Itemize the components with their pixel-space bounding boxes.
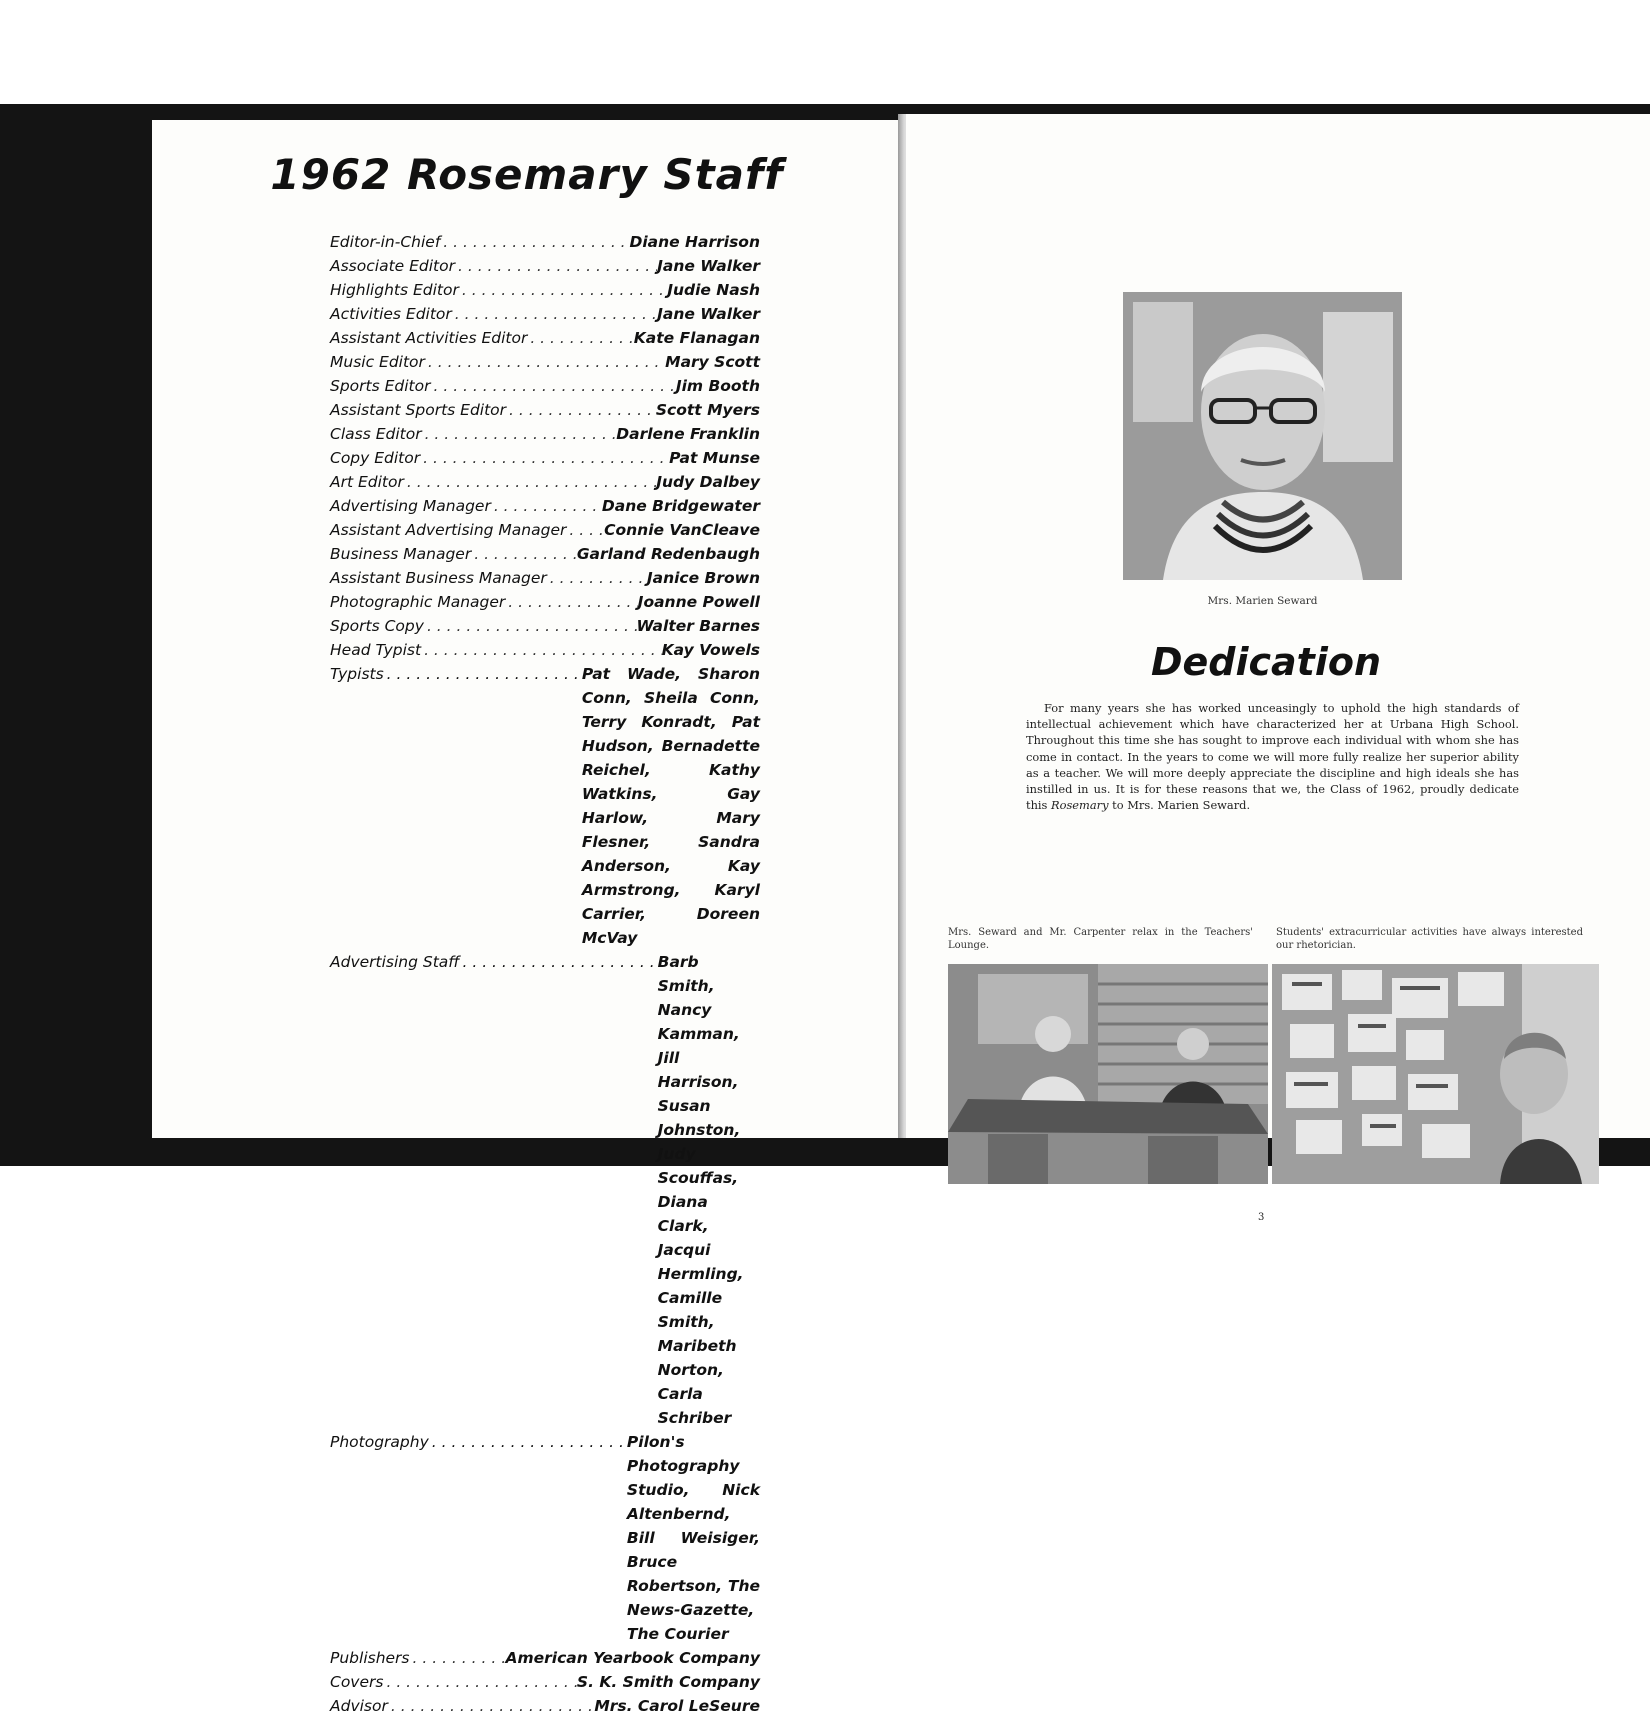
staff-row (330, 230, 760, 254)
staff-group-role-cell (330, 662, 582, 686)
staff-row (330, 638, 760, 662)
leader-dots (459, 278, 667, 302)
staff-name: Joanne Powell (637, 593, 760, 611)
staff-role: Class Editor (330, 425, 422, 443)
leader-dots (404, 470, 656, 494)
staff-role: Assistant Advertising Manager (330, 521, 567, 539)
tail-rows (330, 1646, 760, 1718)
staff-role: Highlights Editor (330, 281, 459, 299)
staff-role: Business Manager (330, 545, 472, 563)
leader-dots (384, 662, 582, 686)
leader-dots (388, 1694, 594, 1718)
activities-caption: Students' extracurricular activities have always interested our rhetorician. (1276, 927, 1583, 951)
staff-group-row (330, 950, 760, 1430)
leader-dots (421, 638, 662, 662)
leader-dots (440, 230, 629, 254)
staff-role: Photographic Manager (330, 593, 506, 611)
staff-row (330, 542, 760, 566)
staff-group-names: Pat Wade, Sharon Conn, Sheila Conn, Terry Konradt, Pat Hudson, Bernadette Reichel, Kathy Watkins, Gay Harlow, Mary Flesner, Sandra Anderson, Kay Armstrong, Karyl Carrier, Doreen McVay (581, 665, 760, 947)
staff-name: Scott Myers (655, 401, 760, 419)
staff-name: American Yearbook Company (505, 1649, 760, 1667)
staff-role: Advisor (330, 1697, 388, 1715)
leader-dots (566, 518, 604, 542)
staff-name: Dane Bridgewater (601, 497, 760, 515)
group-rows (330, 662, 760, 1646)
staff-row (330, 614, 760, 638)
activities-photo (1272, 964, 1599, 1184)
staff-row (330, 590, 760, 614)
staff-row (330, 350, 760, 374)
staff-name: Judie Nash (667, 281, 760, 299)
staff-name: Jim Booth (675, 377, 760, 395)
dedication-text-italic: Rosemary (1051, 798, 1109, 813)
staff-name: Walter Barnes (636, 617, 760, 635)
leader-dots (459, 950, 657, 974)
staff-group-role: Typists (330, 665, 384, 683)
staff-role: Sports Copy (330, 617, 424, 635)
teachers-lounge-photo (948, 964, 1268, 1184)
leader-dots (491, 494, 602, 518)
staff-row (330, 1670, 760, 1694)
staff-name: Garland Redenbaugh (576, 545, 760, 563)
staff-list (330, 230, 760, 1718)
staff-name: Jane Walker (657, 305, 760, 323)
staff-row (330, 1646, 760, 1670)
staff-role: Assistant Activities Editor (330, 329, 528, 347)
staff-rows (330, 230, 760, 662)
leader-dots (506, 398, 656, 422)
dedication-text-start: For many years she has worked unceasingly to uphold the high standards of intellectual achievement which have characterized her at Urbana High School. Throughout this time she has sought to improve each individual with whom she has come in contact. In the years to come we will more fully realize her superior ability as a teacher. We will more deeply appreciate the discipline and high ideals she has instilled in us. It is for these reasons that we, the Class of 1962, proudly dedicate this (1026, 701, 1519, 813)
staff-title: 1962 Rosemary Staff (270, 150, 784, 199)
leader-dots (424, 614, 637, 638)
staff-page (152, 120, 902, 1715)
staff-role: Activities Editor (330, 305, 452, 323)
leader-dots (425, 350, 665, 374)
staff-row (330, 566, 760, 590)
staff-role: Advertising Manager (330, 497, 491, 515)
leader-dots (431, 374, 676, 398)
staff-name: Mrs. Carol LeSeure (594, 1697, 760, 1715)
staff-name: Janice Brown (646, 569, 760, 587)
leader-dots (452, 302, 657, 326)
staff-name: Kay Vowels (661, 641, 760, 659)
staff-name: Darlene Franklin (616, 425, 760, 443)
staff-name: Pat Munse (669, 449, 760, 467)
staff-name: Diane Harrison (629, 233, 760, 251)
staff-group-role-cell (330, 1430, 627, 1454)
staff-group-names: Barb Smith, Nancy Kamman, Jill Harrison, Susan Johnston, Judy Scouffas, Diana Clark, Jacqui Hermling, Camille Smith, Maribeth Norton, Carla Schriber (657, 953, 744, 1427)
leader-dots (505, 590, 637, 614)
staff-name: Jane Walker (657, 257, 760, 275)
portrait-photo (1123, 292, 1402, 580)
staff-group-role: Photography (330, 1433, 429, 1451)
staff-role: Head Typist (330, 641, 422, 659)
staff-role: Covers (330, 1673, 384, 1691)
teachers-lounge-caption: Mrs. Seward and Mr. Carpenter relax in the Teachers' Lounge. (948, 927, 1253, 951)
staff-row (330, 278, 760, 302)
staff-name: Judy Dalbey (656, 473, 760, 491)
staff-row (330, 254, 760, 278)
staff-row (330, 1694, 760, 1718)
staff-row (330, 302, 760, 326)
leader-dots (429, 1430, 627, 1454)
staff-group-role-cell (330, 950, 658, 974)
staff-role: Associate Editor (330, 257, 455, 275)
staff-role: Copy Editor (330, 449, 421, 467)
staff-group-row (330, 662, 760, 950)
staff-role: Publishers (330, 1649, 410, 1667)
staff-row (330, 470, 760, 494)
staff-row (330, 374, 760, 398)
staff-name: S. K. Smith Company (576, 1673, 760, 1691)
staff-role: Music Editor (330, 353, 425, 371)
dedication-page (906, 114, 1650, 1223)
portrait-caption: Mrs. Marien Seward (1207, 595, 1318, 607)
staff-name: Connie VanCleave (604, 521, 760, 539)
staff-role: Editor-in-Chief (330, 233, 441, 251)
page-number: 3 (1258, 1212, 1265, 1223)
staff-row (330, 326, 760, 350)
leader-dots (547, 566, 647, 590)
staff-role: Art Editor (330, 473, 404, 491)
staff-role: Assistant Sports Editor (330, 401, 507, 419)
leader-dots (420, 446, 669, 470)
leader-dots (455, 254, 657, 278)
staff-role: Sports Editor (330, 377, 431, 395)
dedication-text (1026, 700, 1519, 813)
staff-row (330, 398, 760, 422)
staff-row (330, 422, 760, 446)
staff-role: Assistant Business Manager (330, 569, 547, 587)
dedication-title: Dedication (1150, 640, 1382, 684)
leader-dots (410, 1646, 506, 1670)
staff-row (330, 494, 760, 518)
staff-row (330, 446, 760, 470)
staff-group-row (330, 1430, 760, 1646)
staff-name: Kate Flanagan (633, 329, 760, 347)
leader-dots (527, 326, 633, 350)
staff-name: Mary Scott (665, 353, 760, 371)
leader-dots (471, 542, 577, 566)
staff-row (330, 518, 760, 542)
staff-group-names: Pilon's Photography Studio, Nick Altenbernd, Bill Weisiger, Bruce Robertson, The News-Gazette, The Courier (626, 1433, 760, 1643)
leader-dots (383, 1670, 576, 1694)
staff-group-role: Advertising Staff (330, 953, 460, 971)
leader-dots (422, 422, 617, 446)
dedication-text-end: to Mrs. Marien Seward. (1108, 798, 1251, 813)
